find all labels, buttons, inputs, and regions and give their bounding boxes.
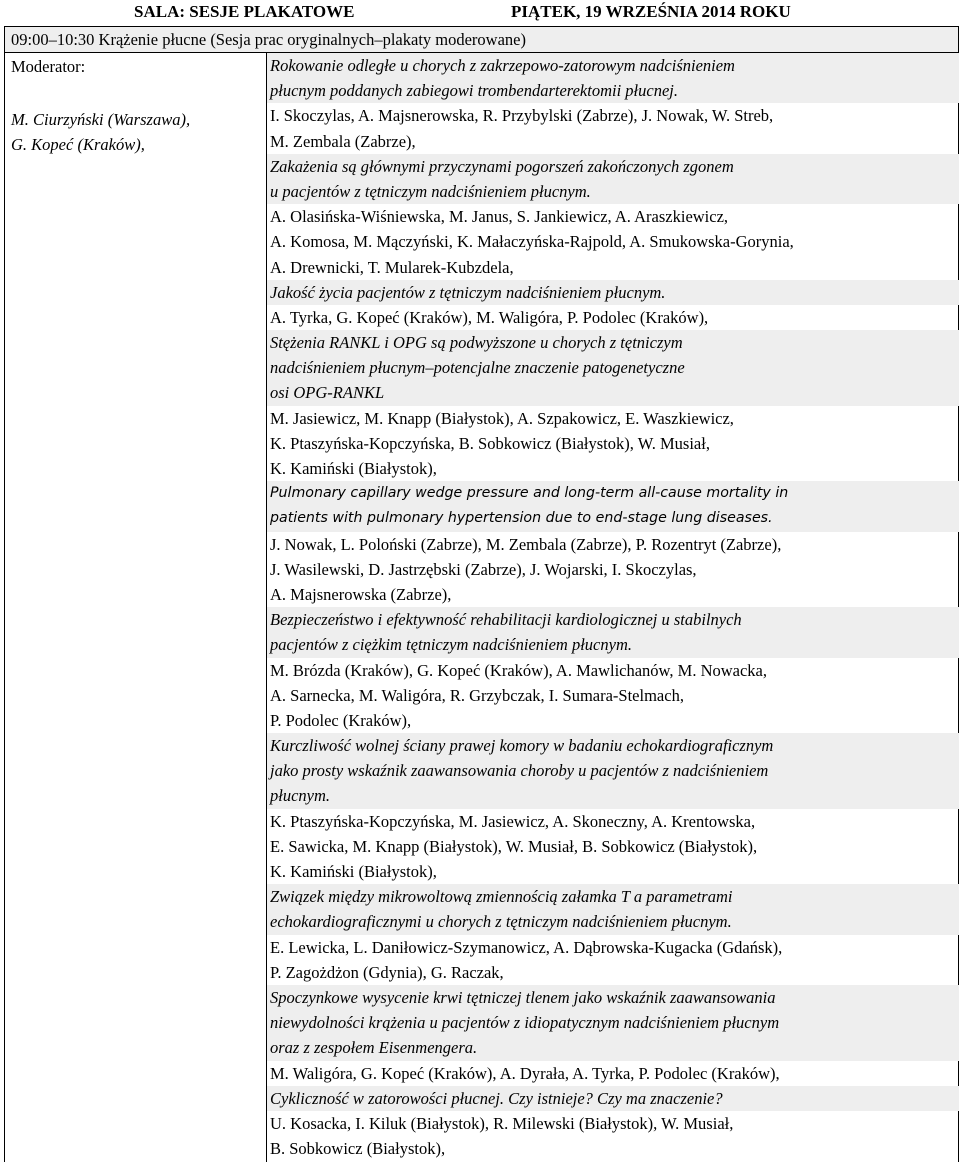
talk-authors-line: A. Olasińska-Wiśniewska, M. Janus, S. Jankiewicz, A. Araszkiewicz, bbox=[270, 207, 729, 227]
talk-title-line: Stężenia RANKL i OPG są podwyższone u chorych z tętniczym bbox=[267, 330, 959, 355]
talk-title-line: osi OPG-RANKL bbox=[267, 380, 959, 405]
moderator-label: Moderator: bbox=[11, 57, 86, 76]
talk-authors-line: K. Ptaszyńska-Kopczyńska, B. Sobkowicz (Białystok), W. Musiał, bbox=[270, 433, 710, 453]
date-heading: PIĄTEK, 19 WRZEŚNIA 2014 ROKU bbox=[511, 2, 791, 21]
talk-title-line: Rokowanie odległe u chorych z zakrzepowo-zatorowym nadciśnieniem bbox=[267, 53, 959, 78]
talk-authors-line: J. Wasilewski, D. Jastrzębski (Zabrze), J. Wojarski, I. Skoczylas, bbox=[270, 559, 697, 579]
talk-authors-line: M. Brózda (Kraków), G. Kopeć (Kraków), A. Mawlichanów, M. Nowacka, bbox=[270, 660, 767, 680]
talk-entry bbox=[267, 481, 959, 607]
moderator-names bbox=[11, 107, 261, 157]
talk-title-line: płucnym poddanych zabiegowi trombendarterektomii płucnej. bbox=[267, 78, 959, 103]
talk-authors-line: K. Ptaszyńska-Kopczyńska, M. Jasiewicz, A. Skoneczny, A. Krentowska, bbox=[270, 811, 756, 831]
talk-title-line: pacjentów z ciężkim tętniczym nadciśnieniem płucnym. bbox=[267, 632, 959, 657]
talk-authors-line: M. Jasiewicz, M. Knapp (Białystok), A. Szpakowicz, E. Waszkiewicz, bbox=[270, 408, 734, 428]
moderator-name: M. Ciurzyński (Warszawa), bbox=[11, 110, 191, 129]
talk-title-line: Związek między mikrowoltową zmiennością załamka T a parametrami bbox=[267, 884, 959, 909]
talk-entry bbox=[267, 280, 959, 330]
talk-entry bbox=[267, 985, 959, 1086]
moderator-name: G. Kopeć (Kraków), bbox=[11, 135, 145, 154]
talk-entry bbox=[267, 884, 959, 985]
talk-authors-line: K. Kamiński (Białystok), bbox=[270, 459, 437, 478]
talk-authors-line: A. Sarnecka, M. Waligóra, R. Grzybczak, I. Sumara-Stelmach, bbox=[270, 685, 684, 705]
talk-authors-line: I. Skoczylas, A. Majsnerowska, R. Przybylski (Zabrze), J. Nowak, W. Streb, bbox=[270, 106, 774, 126]
talk-title-line: Zakażenia są głównymi przyczynami pogorszeń zakończonych zgonem bbox=[267, 154, 959, 179]
talk-authors-line: B. Sobkowicz (Białystok), bbox=[270, 1139, 446, 1159]
talk-authors-line: K. Kamiński (Białystok), bbox=[270, 862, 437, 881]
talk-title-line: jako prosty wskaźnik zaawansowania choroby u pacjentów z nadciśnieniem bbox=[267, 758, 959, 783]
talks-list bbox=[267, 53, 959, 1161]
talk-entry bbox=[267, 607, 959, 733]
talk-authors-line: A. Komosa, M. Mączyński, K. Małaczyńska-Rajpold, A. Smukowska-Gorynia, bbox=[270, 232, 794, 252]
talk-title-line: u pacjentów z tętniczym nadciśnieniem płucnym. bbox=[267, 179, 959, 204]
talk-title-line: Spoczynkowe wysycenie krwi tętniczej tlenem jako wskaźnik zaawansowania bbox=[267, 985, 959, 1010]
talk-title-line: Bezpieczeństwo i efektywność rehabilitacji kardiologicznej u stabilnych bbox=[267, 607, 959, 632]
talk-title-line: Pulmonary capillary wedge pressure and long-term all-cause mortality in bbox=[267, 481, 959, 506]
talk-title-line: Jakość życia pacjentów z tętniczym nadciśnieniem płucnym. bbox=[267, 280, 959, 305]
talk-title-line: niewydolności krążenia u pacjentów z idiopatycznym nadciśnieniem płucnym bbox=[267, 1010, 959, 1035]
talk-title-line: oraz z zespołem Eisenmengera. bbox=[267, 1035, 959, 1060]
moderator-column bbox=[11, 56, 261, 157]
talk-title-line: patients with pulmonary hypertension due to end-stage lung diseases. bbox=[267, 506, 959, 531]
talk-authors-line: E. Sawicka, M. Knapp (Białystok), W. Musiał, B. Sobkowicz (Białystok), bbox=[270, 836, 758, 856]
talk-title-line: nadciśnieniem płucnym–potencjalne znaczenie patogenetyczne bbox=[267, 355, 959, 380]
page-header bbox=[0, 0, 960, 26]
talk-title-line: Cykliczność w zatorowości płucnej. Czy istnieje? Czy ma znaczenie? bbox=[267, 1086, 959, 1111]
program-table bbox=[4, 53, 959, 1162]
talk-entry bbox=[267, 733, 959, 884]
talk-entry bbox=[267, 154, 959, 280]
session-title: 09:00–10:30 Krążenie płucne (Sesja prac oryginalnych–plakaty moderowane) bbox=[4, 26, 959, 53]
talk-authors-line: A. Drewnicki, T. Mularek-Kubzdela, bbox=[270, 257, 514, 277]
talk-entry bbox=[267, 53, 959, 154]
talk-authors-line: U. Kosacka, I. Kiluk (Białystok), R. Milewski (Białystok), W. Musiał, bbox=[270, 1113, 734, 1133]
talk-authors-line: P. Zagożdżon (Gdynia), G. Raczak, bbox=[270, 962, 504, 982]
room-heading: SALA: SESJE PLAKATOWE bbox=[134, 2, 355, 21]
talk-title-line: echokardiograficznymi u chorych z tętniczym nadciśnieniem płucnym. bbox=[267, 909, 959, 934]
talk-entry bbox=[267, 330, 959, 481]
talk-authors-line: P. Podolec (Kraków), bbox=[270, 710, 412, 730]
talk-authors-line: A. Tyrka, G. Kopeć (Kraków), M. Waligóra, P. Podolec (Kraków), bbox=[270, 307, 709, 327]
talk-title-line: płucnym. bbox=[267, 783, 959, 808]
talk-authors-line: M. Zembala (Zabrze), bbox=[270, 131, 416, 151]
talk-entry bbox=[267, 1086, 959, 1162]
talk-title-line: Kurczliwość wolnej ściany prawej komory w badaniu echokardiograficznym bbox=[267, 733, 959, 758]
talk-authors-line: A. Majsnerowska (Zabrze), bbox=[270, 584, 452, 604]
talk-authors-line: M. Waligóra, G. Kopeć (Kraków), A. Dyrała, A. Tyrka, P. Podolec (Kraków), bbox=[270, 1063, 780, 1083]
talk-authors-line: J. Nowak, L. Poloński (Zabrze), M. Zembala (Zabrze), P. Rozentryt (Zabrze), bbox=[270, 534, 782, 554]
talk-authors-line: E. Lewicka, L. Daniłowicz-Szymanowicz, A. Dąbrowska-Kugacka (Gdańsk), bbox=[270, 937, 783, 957]
